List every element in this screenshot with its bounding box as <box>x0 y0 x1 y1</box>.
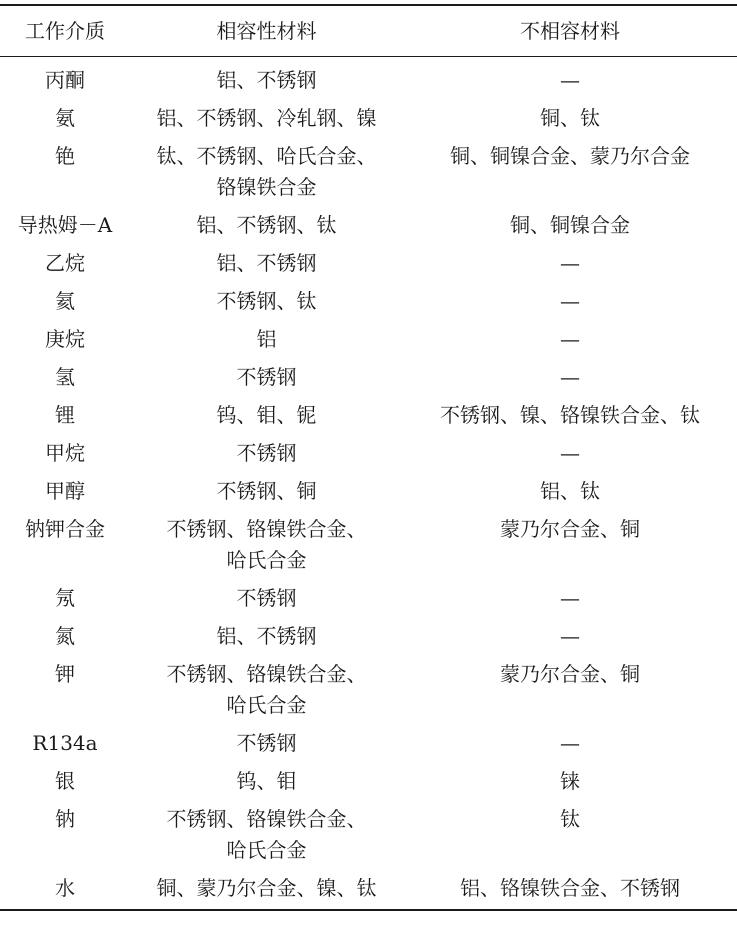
cell-incompatible: 铜、铜镍合金、蒙乃尔合金 <box>450 143 690 168</box>
cell-compatible-line: 不锈钢、铬镍铁合金、 <box>166 661 367 686</box>
table-row <box>0 282 737 320</box>
cell-medium: 钠 <box>55 806 75 831</box>
table-row <box>0 396 737 434</box>
cell-compatible-line: 哈氏合金 <box>226 547 307 572</box>
cell-compatible-line: 不锈钢 <box>236 364 297 389</box>
cell-compatible-line: 铬镍铁合金 <box>216 174 317 199</box>
cell-compatible <box>130 476 403 507</box>
cell-compatible-line: 不锈钢、铜 <box>216 478 317 503</box>
cell-compatible <box>130 728 403 759</box>
cell-incompatible: — <box>560 730 580 755</box>
table-row <box>0 61 737 99</box>
cell-compatible <box>130 210 403 241</box>
cell-compatible <box>130 438 403 469</box>
cell-incompatible: 铜、铜镍合金 <box>510 212 630 237</box>
cell-medium: 铯 <box>55 143 75 168</box>
cell-compatible-line: 铝 <box>256 326 277 351</box>
cell-compatible <box>130 873 403 904</box>
cell-compatible-line: 不锈钢 <box>236 585 297 610</box>
cell-medium: 甲烷 <box>45 440 85 465</box>
compatibility-table <box>0 4 737 911</box>
table-row <box>0 579 737 617</box>
cell-medium: 庚烷 <box>45 326 85 351</box>
table-row <box>0 800 737 869</box>
header-row <box>0 6 737 56</box>
cell-compatible <box>130 621 403 652</box>
cell-incompatible: 铝、钛 <box>540 478 600 503</box>
cell-compatible-line: 钨、钼、铌 <box>216 402 317 427</box>
cell-compatible-line: 不锈钢、铬镍铁合金、 <box>166 516 367 541</box>
cell-compatible <box>130 141 403 203</box>
cell-compatible-line: 不锈钢、铬镍铁合金、 <box>166 806 367 831</box>
cell-medium: 氮 <box>55 623 75 648</box>
cell-medium: 氨 <box>55 105 75 130</box>
cell-medium: 银 <box>55 768 75 793</box>
header-incompatible: 不相容材料 <box>520 18 620 43</box>
cell-compatible <box>130 400 403 431</box>
cell-medium: 乙烷 <box>45 250 85 275</box>
cell-medium: 甲醇 <box>45 478 85 503</box>
cell-medium: 氢 <box>55 364 75 389</box>
cell-medium: 钾 <box>55 661 75 686</box>
cell-compatible <box>130 804 403 866</box>
cell-compatible <box>130 65 403 96</box>
cell-incompatible: — <box>560 364 580 389</box>
cell-incompatible: — <box>560 585 580 610</box>
cell-incompatible: — <box>560 67 580 92</box>
cell-compatible-line: 不锈钢、钛 <box>216 288 317 313</box>
table-row <box>0 244 737 282</box>
table-row <box>0 617 737 655</box>
table-row <box>0 358 737 396</box>
cell-compatible <box>130 362 403 393</box>
cell-incompatible: — <box>560 288 580 313</box>
cell-compatible-line: 铝、不锈钢 <box>216 67 317 92</box>
header-medium: 工作介质 <box>25 18 105 43</box>
cell-compatible-line: 铜、蒙乃尔合金、镍、钛 <box>156 875 377 900</box>
cell-incompatible: 不锈钢、镍、铬镍铁合金、钛 <box>440 402 700 427</box>
cell-compatible <box>130 514 403 576</box>
cell-incompatible: — <box>560 623 580 648</box>
cell-medium: 水 <box>55 875 75 900</box>
cell-incompatible: 蒙乃尔合金、铜 <box>500 661 640 686</box>
table-row <box>0 137 737 206</box>
cell-medium: 导热姆－A <box>17 212 113 237</box>
cell-compatible-line: 不锈钢 <box>236 440 297 465</box>
cell-incompatible: — <box>560 250 580 275</box>
table-row <box>0 206 737 244</box>
table-row <box>0 655 737 724</box>
table-row <box>0 510 737 579</box>
cell-incompatible: 钛 <box>560 806 580 831</box>
cell-compatible <box>130 286 403 317</box>
cell-incompatible: 铜、钛 <box>540 105 600 130</box>
cell-compatible-line: 铝、不锈钢、钛 <box>196 212 337 237</box>
table-row <box>0 99 737 137</box>
cell-compatible-line: 铝、不锈钢、冷轧钢、镍 <box>156 105 377 130</box>
cell-medium: 钠钾合金 <box>25 516 105 541</box>
cell-compatible-line: 哈氏合金 <box>226 837 307 862</box>
cell-incompatible: 铼 <box>560 768 580 793</box>
cell-medium: 丙酮 <box>45 67 85 92</box>
cell-compatible-line: 钨、钼 <box>236 768 297 793</box>
cell-medium: 氦 <box>55 288 75 313</box>
cell-medium: R134a <box>32 730 98 755</box>
cell-compatible-line: 铝、不锈钢 <box>216 623 317 648</box>
header-compatible: 相容性材料 <box>216 18 317 43</box>
bottom-rule <box>0 909 737 911</box>
cell-medium: 锂 <box>55 402 75 427</box>
cell-compatible-line: 钛、不锈钢、哈氏合金、 <box>156 143 377 168</box>
table-row <box>0 472 737 510</box>
cell-medium: 氖 <box>55 585 75 610</box>
table-row <box>0 724 737 762</box>
cell-compatible-line: 铝、不锈钢 <box>216 250 317 275</box>
cell-incompatible: 铝、铬镍铁合金、不锈钢 <box>460 875 680 900</box>
cell-incompatible: — <box>560 440 580 465</box>
cell-incompatible: 蒙乃尔合金、铜 <box>500 516 640 541</box>
cell-compatible <box>130 659 403 721</box>
table-body <box>0 57 737 909</box>
cell-compatible-line: 不锈钢 <box>236 730 297 755</box>
cell-incompatible: — <box>560 326 580 351</box>
cell-compatible-line: 哈氏合金 <box>226 692 307 717</box>
table-row <box>0 762 737 800</box>
table-row <box>0 320 737 358</box>
cell-compatible <box>130 324 403 355</box>
cell-compatible <box>130 248 403 279</box>
table-row <box>0 434 737 472</box>
cell-compatible <box>130 766 403 797</box>
table-row <box>0 869 737 907</box>
cell-compatible <box>130 583 403 614</box>
cell-compatible <box>130 103 403 134</box>
